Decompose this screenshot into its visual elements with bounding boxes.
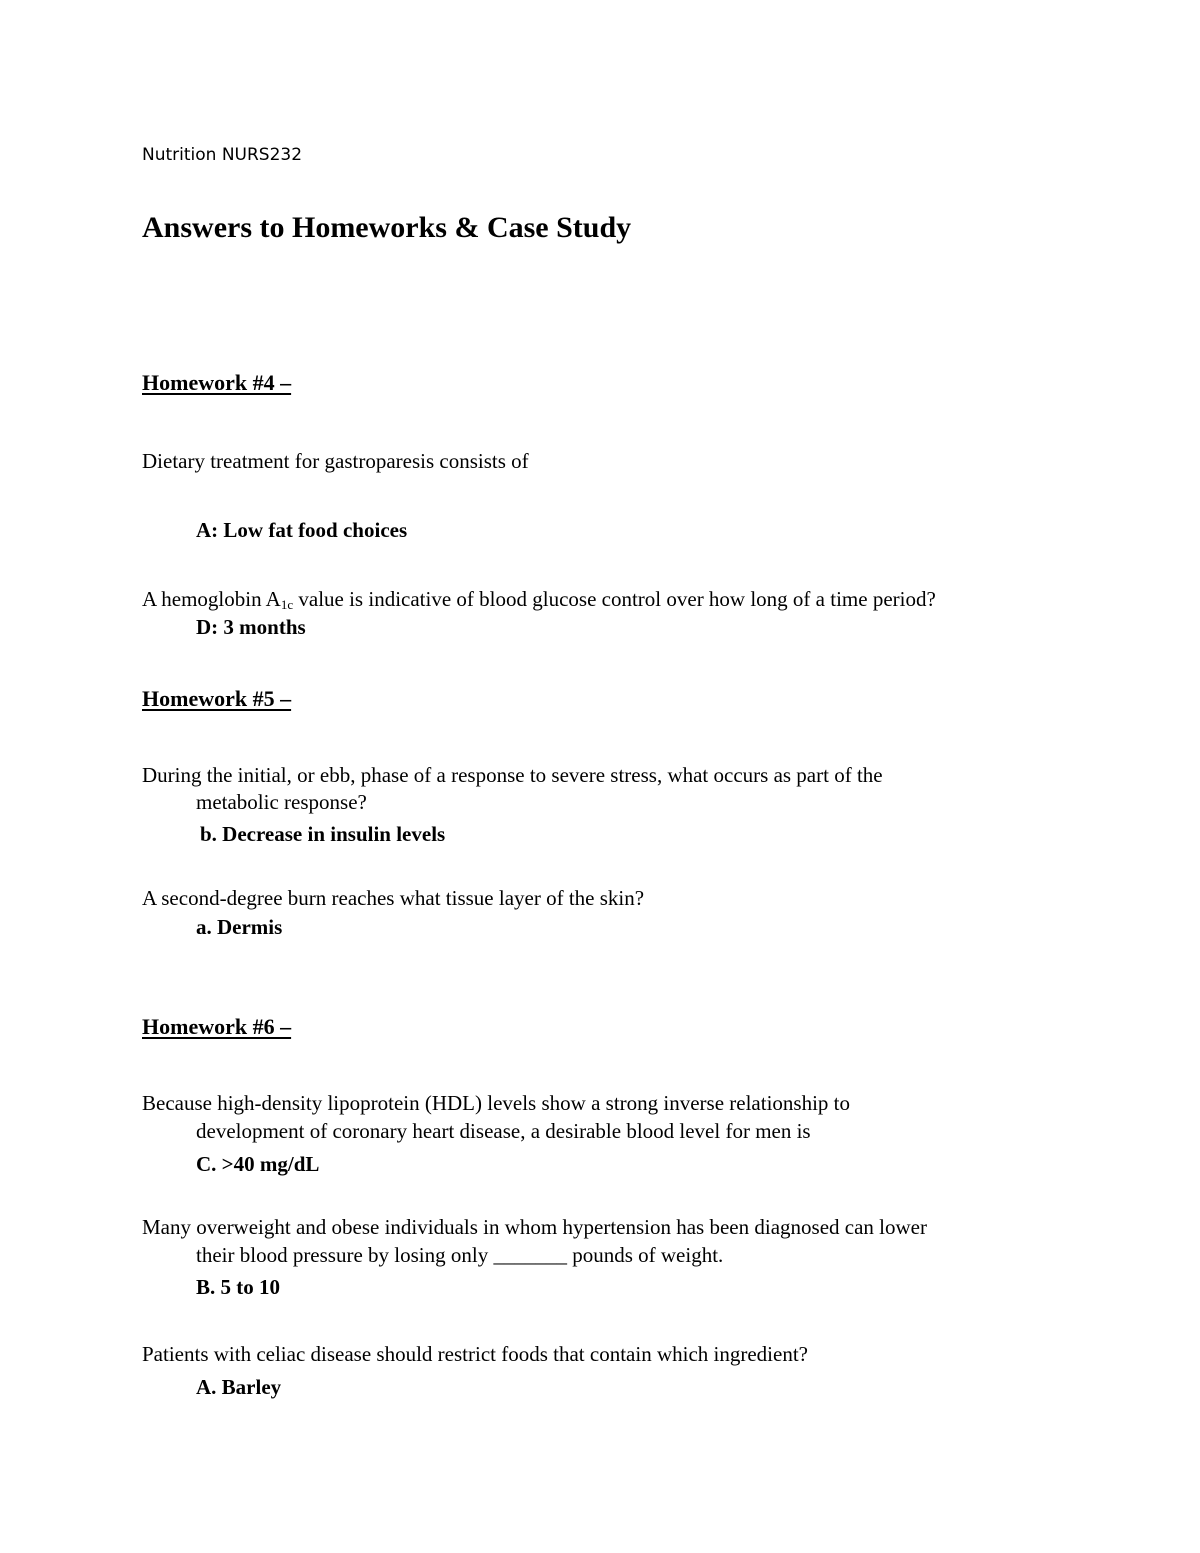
hw6-question-2-line-1: Many overweight and obese individuals in whom hypertension has been diagnosed can lower bbox=[142, 1215, 927, 1239]
homework-5-heading: Homework #5 – bbox=[142, 686, 292, 711]
hw5-question-2: A second-degree burn reaches what tissue layer of the skin? bbox=[142, 886, 645, 910]
hw6-question-2-line-2: their blood pressure by losing only _______ pounds of weight. bbox=[196, 1243, 724, 1267]
hw4-question-2 bbox=[142, 589, 936, 611]
hw6-answer-1: C. >40 mg/dL bbox=[196, 1152, 320, 1176]
hw4-question-1: Dietary treatment for gastroparesis consists of bbox=[142, 449, 529, 473]
hw5-question-1-line-2: metabolic response? bbox=[196, 790, 367, 814]
course-label: Nutrition NURS232 bbox=[142, 145, 303, 165]
hw6-question-1-line-2: development of coronary heart disease, a desirable blood level for men is bbox=[196, 1119, 811, 1143]
hw4-question-2-prefix: A hemoglobin A bbox=[142, 587, 281, 611]
hw6-question-3: Patients with celiac disease should restrict foods that contain which ingredient? bbox=[142, 1342, 808, 1366]
hw4-question-2-suffix: value is indicative of blood glucose control over how long of a time period? bbox=[293, 587, 936, 611]
hw6-answer-2: B. 5 to 10 bbox=[196, 1275, 280, 1299]
homework-4-heading: Homework #4 – bbox=[142, 370, 292, 395]
hw4-answer-2: D: 3 months bbox=[196, 615, 306, 639]
hw5-answer-1: b. Decrease in insulin levels bbox=[200, 822, 446, 846]
hw4-question-2-subscript: 1c bbox=[280, 597, 294, 612]
hw6-question-1-line-1: Because high-density lipoprotein (HDL) levels show a strong inverse relationship to bbox=[142, 1091, 851, 1115]
hw6-answer-3: A. Barley bbox=[196, 1375, 282, 1399]
page-title: Answers to Homeworks & Case Study bbox=[142, 211, 632, 244]
hw5-question-1-line-1: During the initial, or ebb, phase of a response to severe stress, what occurs as part of the bbox=[142, 763, 883, 787]
hw5-answer-2: a. Dermis bbox=[196, 915, 283, 939]
hw4-answer-1: A: Low fat food choices bbox=[196, 518, 408, 542]
homework-6-heading: Homework #6 – bbox=[142, 1014, 292, 1039]
